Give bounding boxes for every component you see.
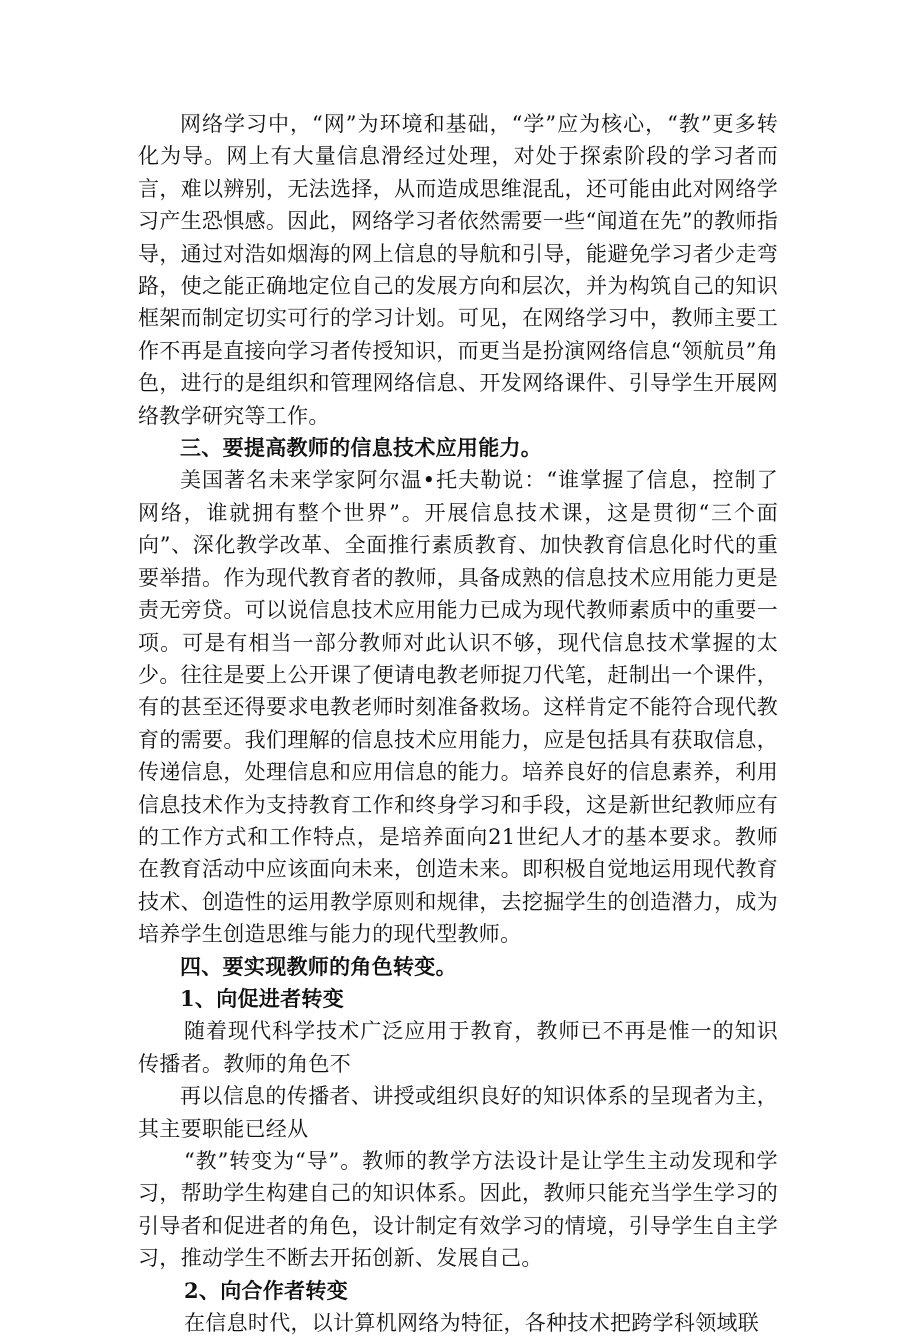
- heading-section-3: 三、要提高教师的信息技术应用能力。: [180, 435, 543, 461]
- paragraph-facilitator-part-1: 随着现代科学技术广泛应用于教育，教师已不再是惟一的知识传播者。教师的角色不: [138, 1019, 778, 1076]
- document-content: [138, 108, 778, 1339]
- subheading-facilitator: 1、向促进者转变: [180, 985, 345, 1011]
- heading-section-4: 四、要实现教师的角色转变。: [180, 953, 457, 979]
- paragraph-collaborator: 在信息时代，以计算机网络为特征，各种技术把跨学科领域联: [184, 1311, 760, 1336]
- paragraph-information-technology: 美国著名未来学家阿尔温•托夫勒说：“谁掌握了信息，控制了网络，谁就拥有整个世界”。开展信息技术课，这是贯彻“三个面向”、深化教学改革、全面推行素质教育、加快教育信息化时代的重要举措。作为现代教育者的教师，具备成熟的信息技术应用能力更是责无旁贷。可以说信息技术应用能力已成为现代教师素质中的重要一项。可是有相当一部分教师对此认识不够，现代信息技术掌握的太少。往往是要上公开课了便请电教老师捉刀代笔，赶制出一个课件，有的甚至还得要求电教老师时刻准备救场。这样肯定不能符合现代教育的需要。我们理解的信息技术应用能力，应是包括具有获取信息，传递信息，处理信息和应用信息的能力。培养良好的信息素养，利用信息技术作为支持教育工作和终身学习和手段，这是新世纪教师应有的工作方式和工作特点，是培养面向21世纪人才的基本要求。教师在教育活动中应该面向未来，创造未来。即积极自觉地运用现代教育技术、创造性的运用教学原则和规律，去挖掘学生的创造潜力，成为培养学生创造思维与能力的现代型教师。: [138, 468, 778, 947]
- paragraph-facilitator-part-3: “教”转变为“导”。教师的教学方法设计是让学生主动发现和学习，帮助学生构建自己的知识体系。因此，教师只能充当学生学习的引导者和促进者的角色，设计制定有效学习的情境，引导学生自主学习，推动学生不断去开拓创新、发展自己。: [138, 1149, 778, 1271]
- paragraph-facilitator-part-2: 再以信息的传播者、讲授或组织良好的知识体系的呈现者为主，其主要职能已经从: [138, 1084, 778, 1141]
- subheading-collaborator: 2、向合作者转变: [184, 1277, 349, 1303]
- paragraph-network-learning: 网络学习中，“网”为环境和基础，“学”应为核心，“教”更多转化为导。网上有大量信息滑经过处理，对处于探索阶段的学习者而言，难以辨别，无法选择，从而造成思维混乱，还可能由此对网络学习产生恐惧感。因此，网络学习者依然需要一些“闻道在先”的教师指导，通过对浩如烟海的网上信息的导航和引导，能避免学习者少走弯路，使之能正确地定位自己的发展方向和层次，并为构筑自己的知识框架而制定切实可行的学习计划。可见，在网络学习中，教师主要工作不再是直接向学习者传授知识，而更当是扮演网络信息“领航员”角色，进行的是组织和管理网络信息、开发网络课件、引导学生开展网络教学研究等工作。: [138, 112, 778, 428]
